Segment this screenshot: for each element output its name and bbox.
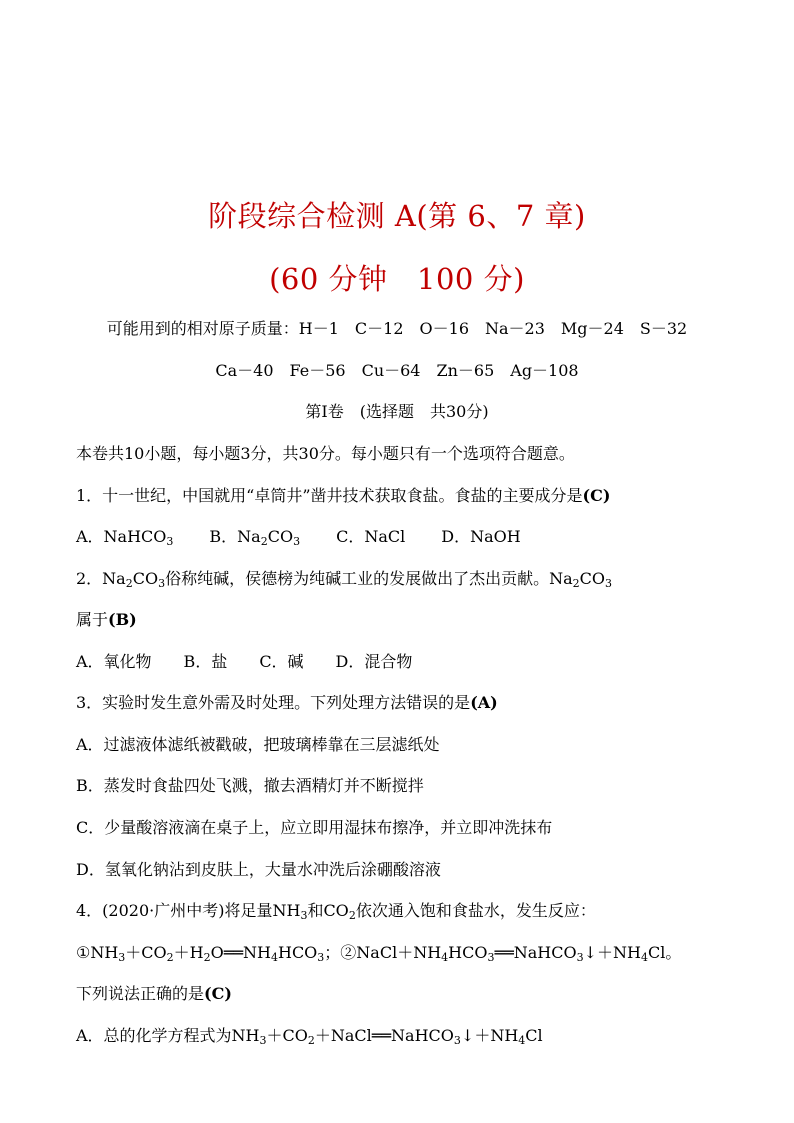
q1-option-a: A．NaHCO$_3$ <box>76 527 174 548</box>
question-2-stem: 2．$Na_2CO_3$俗称纯碱，侯德榜为纯碱工业的发展做出了杰出贡献。$Na_2CO_3$ <box>76 569 612 590</box>
q1-option-d: D．NaOH <box>441 527 521 546</box>
page-title: 阶段综合检测 A(第 6、7 章) <box>208 199 586 233</box>
question-3-stem: 3．实验时发生意外需及时处理。下列处理方法错误的是(A) <box>76 693 498 712</box>
q3-option-d: D．氢氧化钠沾到皮肤上，大量水冲洗后涂硼酸溶液 <box>76 860 441 879</box>
q3-option-a: A．过滤液体滤纸被戳破，把玻璃棒靠在三层滤纸处 <box>76 735 440 754</box>
question-1-options <box>76 524 521 547</box>
atomic-mass-line-1: 可能用到的相对原子质量：H－1 C－12 O－16 Na－23 Mg－24 S－32 <box>106 319 688 338</box>
question-2-options: A．氧化物 B．盐 C．碱 D．混合物 <box>76 652 413 671</box>
q1-option-b: B．$Na_2CO_3$ <box>209 527 301 548</box>
question-1-stem <box>76 483 610 506</box>
question-1-answer: (C) <box>582 486 611 505</box>
q3-option-b: B．蒸发时食盐四处飞溅，撤去酒精灯并不断搅拌 <box>76 776 424 795</box>
question-4-answer: (C) <box>204 984 232 1003</box>
question-3-answer: (A) <box>470 693 498 712</box>
page-subtitle: (60 分钟 100 分) <box>269 262 525 296</box>
question-2-answer: (B) <box>108 610 137 629</box>
section-heading: 第Ⅰ卷 (选择题 共30分) <box>305 402 489 421</box>
question-2-stem-line-2: 属于(B) <box>76 610 137 629</box>
q4-option-a: A．总的化学方程式为$NH_3+CO_2+NaCl══NaHCO_3↓+NH_4Cl$ <box>76 1026 543 1047</box>
question-1-text: 1．十一世纪，中国就用“卓筒井”凿井技术获取食盐。食盐的主要成分是 <box>76 486 583 505</box>
atomic-mass-line-2: Ca－40 Fe－56 Cu－64 Zn－65 Ag－108 <box>215 361 579 380</box>
instructions: 本卷共10小题，每小题3分，共30分。每小题只有一个选项符合题意。 <box>76 444 575 463</box>
q1-option-c: C．NaCl <box>336 527 406 546</box>
q3-option-c: C．少量酸溶液滴在桌子上，应立即用湿抹布擦净，并立即冲洗抹布 <box>76 818 553 837</box>
question-4-stem-line-3: 下列说法正确的是(C) <box>76 984 232 1003</box>
question-4-stem: 4．(2020·广州中考)将足量$NH_3$和$CO_2$依次通入饱和食盐水，发生反应： <box>76 901 596 922</box>
question-4-equations: $①NH_3+CO_2+H_2O══NH_4HCO_3$；$②NaCl+NH_4HCO_3══NaHCO_3↓+NH_4Cl$。 <box>76 943 682 964</box>
